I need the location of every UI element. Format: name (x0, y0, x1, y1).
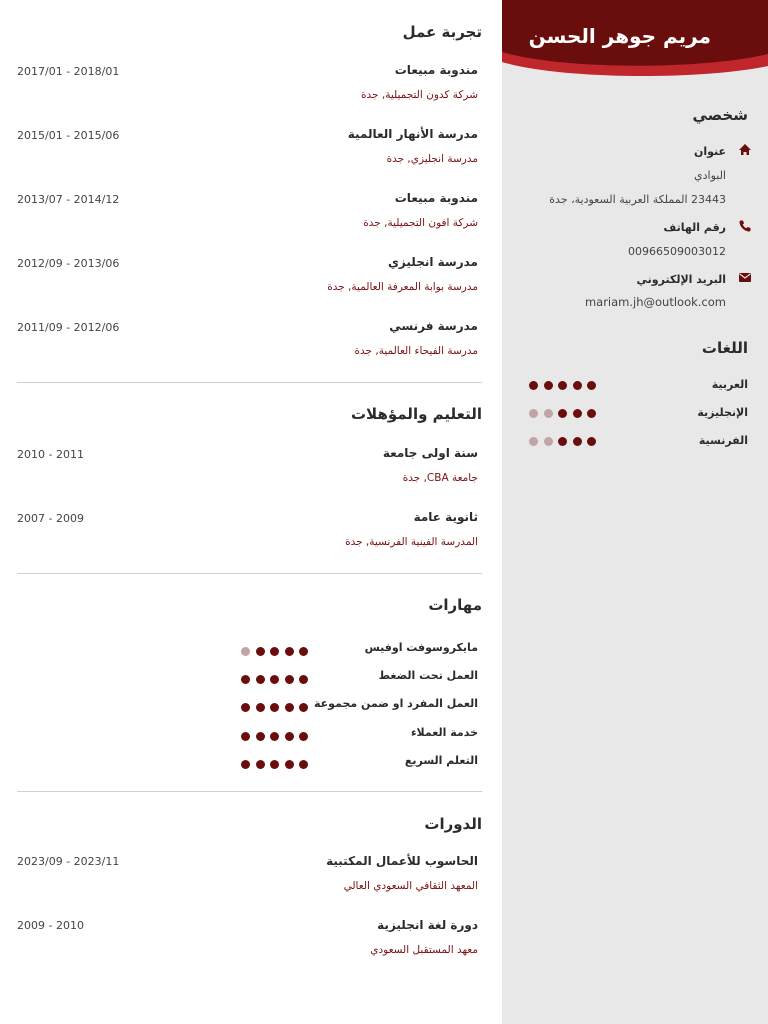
address-line1: البوادي (694, 169, 726, 182)
skill-name: مايكروسوفت اوفيس (364, 641, 478, 654)
email-value[interactable]: mariam.jh@outlook.com (584, 295, 726, 309)
skill-rating (241, 647, 314, 656)
rating-dot-filled (285, 703, 294, 712)
rating-dot-empty (544, 437, 553, 446)
course-org: المعهد الثقافي السعودي العالي (343, 880, 478, 892)
rating-dot-filled (529, 381, 538, 390)
experience-dates: 2015/01 - 2015/06 (17, 129, 120, 142)
language-rating (529, 381, 602, 390)
email-label: البريد الإلكتروني (636, 273, 726, 286)
home-icon (738, 143, 752, 157)
experience-org: شركة كدون التجميلية, جدة (361, 89, 478, 101)
experience-dates: 2012/09 - 2013/06 (17, 257, 120, 270)
rating-dot-filled (299, 647, 308, 656)
rating-dot-filled (299, 703, 308, 712)
language-row (502, 406, 768, 422)
education-title: التعليم والمؤهلات (350, 405, 482, 423)
skill-rating (241, 703, 314, 712)
language-rating (529, 437, 602, 446)
rating-dot-empty (241, 647, 250, 656)
rating-dot-filled (558, 409, 567, 418)
experience-dates: 2013/07 - 2014/12 (17, 193, 120, 206)
rating-dot-filled (573, 381, 582, 390)
rating-dot-filled (256, 760, 265, 769)
course-dates: 2009 - 2010 (17, 919, 84, 932)
rating-dot-empty (529, 437, 538, 446)
rating-dot-filled (270, 732, 279, 741)
phone-label: رقم الهاتف (663, 221, 726, 234)
rating-dot-filled (256, 647, 265, 656)
language-name: الإنجليزية (697, 406, 748, 419)
rating-dot-filled (299, 760, 308, 769)
section-divider (17, 791, 482, 792)
language-name: العربية (711, 378, 748, 391)
rating-dot-filled (285, 760, 294, 769)
education-dates: 2010 - 2011 (17, 448, 84, 461)
course-name: الحاسوب للأعمال المكتبية (326, 854, 478, 868)
experience-org: شركة افون التجميلية, جدة (363, 217, 478, 229)
experience-dates: 2017/01 - 2018/01 (17, 65, 120, 78)
person-name: مريم جوهر الحسن (528, 24, 711, 48)
rating-dot-filled (285, 675, 294, 684)
experience-role: مدرسة الأنهار العالمية (347, 127, 478, 141)
rating-dot-filled (299, 675, 308, 684)
language-name: الفرنسية (698, 434, 748, 447)
rating-dot-filled (587, 381, 596, 390)
section-divider (17, 573, 482, 574)
course-dates: 2023/09 - 2023/11 (17, 855, 120, 868)
section-divider (17, 382, 482, 383)
course-name: دورة لغة انجليزية (377, 918, 478, 932)
rating-dot-filled (587, 409, 596, 418)
skill-name: العمل المفرد او ضمن مجموعة (313, 697, 478, 710)
rating-dot-filled (241, 760, 250, 769)
rating-dot-filled (270, 675, 279, 684)
experience-role: مندوبة مبيعات (394, 191, 478, 205)
education-degree: ثانوية عامة (413, 510, 478, 524)
rating-dot-filled (241, 732, 250, 741)
rating-dot-filled (270, 703, 279, 712)
language-rating (529, 409, 602, 418)
phone-value: 00966509003012 (628, 245, 726, 258)
skill-name: العمل تحت الضغط (378, 669, 478, 682)
language-row (502, 434, 768, 450)
personal-title: شخصي (692, 106, 748, 124)
rating-dot-filled (285, 732, 294, 741)
experience-role: مدرسة انجليزي (387, 255, 478, 269)
rating-dot-filled (558, 381, 567, 390)
experience-role: مندوبة مبيعات (394, 63, 478, 77)
header-band (502, 0, 768, 86)
experience-org: مدرسة الفيحاء العالمية, جدة (354, 345, 478, 357)
rating-dot-empty (544, 409, 553, 418)
phone-icon (738, 219, 752, 233)
rating-dot-filled (256, 703, 265, 712)
language-row (502, 378, 768, 394)
course-org: معهد المستقبل السعودي (370, 944, 478, 956)
skill-name: التعلم السريع (404, 754, 478, 767)
experience-role: مدرسة فرنسي (389, 319, 478, 333)
rating-dot-filled (241, 675, 250, 684)
experience-org: مدرسة انجليزي, جدة (386, 153, 478, 165)
address-line2: 23443 المملكة العربية السعودية، جدة (549, 193, 726, 206)
rating-dot-filled (270, 647, 279, 656)
skill-name: خدمة العملاء (410, 726, 478, 739)
rating-dot-filled (256, 732, 265, 741)
rating-dot-filled (544, 381, 553, 390)
skill-rating (241, 675, 314, 684)
education-school: المدرسة الفينية الفرنسية, جدة (345, 536, 478, 548)
rating-dot-filled (573, 409, 582, 418)
languages-title: اللغات (701, 339, 748, 357)
education-dates: 2007 - 2009 (17, 512, 84, 525)
education-degree: سنة اولى جامعة (382, 446, 478, 460)
rating-dot-filled (587, 437, 596, 446)
sidebar (502, 0, 768, 1024)
rating-dot-filled (558, 437, 567, 446)
skill-rating (241, 732, 314, 741)
rating-dot-filled (285, 647, 294, 656)
mail-icon (738, 270, 752, 284)
experience-org: مدرسة بوابة المعرفة العالمية, جدة (327, 281, 478, 293)
skill-rating (241, 760, 314, 769)
skills-title: مهارات (428, 596, 482, 614)
experience-title: تجربة عمل (402, 23, 482, 41)
rating-dot-filled (241, 703, 250, 712)
courses-title: الدورات (424, 815, 482, 833)
rating-dot-filled (573, 437, 582, 446)
address-label: عنوان (693, 145, 726, 158)
education-school: جامعة CBA, جدة (402, 472, 478, 484)
rating-dot-filled (256, 675, 265, 684)
rating-dot-empty (529, 409, 538, 418)
experience-dates: 2011/09 - 2012/06 (17, 321, 120, 334)
rating-dot-filled (299, 732, 308, 741)
rating-dot-filled (270, 760, 279, 769)
